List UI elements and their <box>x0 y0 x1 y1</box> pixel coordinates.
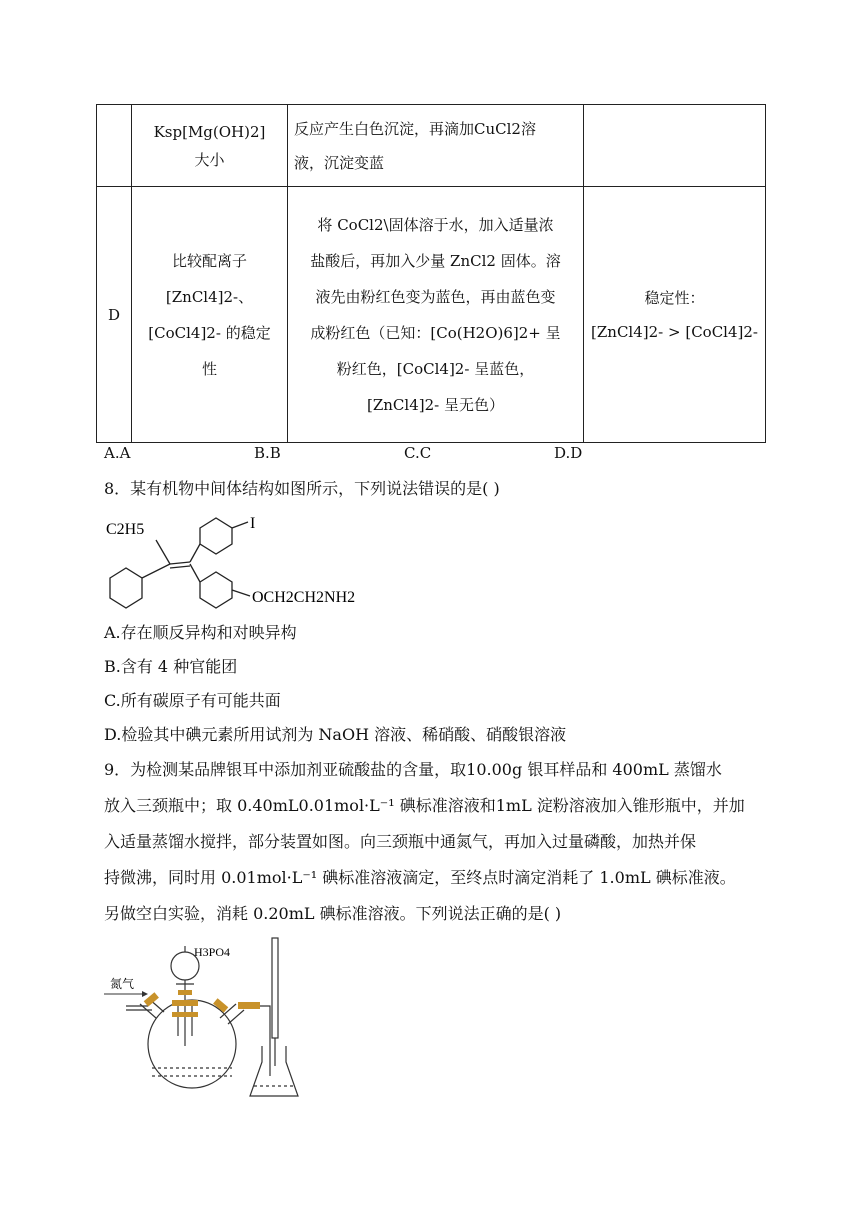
ksp-expression: Ksp[Mg(OH)2] <box>153 122 266 141</box>
table-cell-conclusion <box>584 187 766 443</box>
q9-line: 9．为检测某品牌银耳中添加剂亚硫酸盐的含量，取10.00g 银耳样品和 400mL 蒸馏水 <box>104 760 722 779</box>
table-cell-operation <box>288 187 584 443</box>
operation-line: 反应产生白色沉淀，再滴加CuCl2溶 <box>294 119 536 138</box>
q8-option-c[interactable]: C.所有碳原子有可能共面 <box>104 691 281 710</box>
table-cell-operation <box>288 105 584 187</box>
target-line: 比较配离子 <box>171 251 247 270</box>
operation-line: 将 CoCl2\固体溶于水，加入适量浓 <box>317 215 554 234</box>
operation-line: 液先由粉红色变为蓝色，再由蓝色变 <box>315 287 556 306</box>
titration-apparatus <box>100 936 310 1102</box>
target-line: [CoCl4]2- 的稳定 <box>148 323 271 342</box>
option-c[interactable]: C.C <box>404 444 432 462</box>
operation-line: 粉红色，[CoCl4]2- 呈蓝色， <box>336 359 535 378</box>
option-a[interactable]: A.A <box>104 444 131 462</box>
table-cell-target <box>132 187 288 443</box>
q8-option-a[interactable]: A.存在顺反异构和对映异构 <box>104 623 297 642</box>
q9-line: 持微沸，同时用 0.01mol·L⁻¹ 碘标准溶液滴定，至终点时滴定消耗了 1.0mL 碘标准液。 <box>104 868 736 887</box>
option-d[interactable]: D.D <box>554 444 583 462</box>
operation-line: [ZnCl4]2- 呈无色） <box>367 395 504 414</box>
target-suffix: 大小 <box>194 150 225 169</box>
q9-line: 放入三颈瓶中；取 0.40mL0.01mol·L⁻¹ 碘标准溶液和1mL 淀粉溶液加入锥形瓶中，并加 <box>104 796 745 815</box>
row-label-d: D <box>97 187 132 443</box>
gas-label: 氮气 <box>110 977 135 991</box>
operation-line: 液，沉淀变蓝 <box>294 153 385 172</box>
ethyl-label: C2H5 <box>106 521 145 538</box>
conclusion-line: [ZnCl4]2- > [CoCl4]2- <box>591 322 758 341</box>
q9-line: 入适量蒸馏水搅拌，部分装置如图。向三颈瓶中通氮气，再加入过量磷酸，加热并保 <box>104 832 697 851</box>
experiment-table <box>96 104 766 443</box>
option-b[interactable]: B.B <box>254 444 281 462</box>
table-row <box>97 105 766 187</box>
table-row <box>97 187 766 443</box>
target-line: 性 <box>201 359 217 378</box>
q9-line: 另做空白实验，消耗 0.20mL 碘标准溶液。下列说法正确的是( ) <box>104 904 562 923</box>
target-line: [ZnCl4]2-、 <box>165 287 254 306</box>
ether-group-label: OCH2CH2NH2 <box>252 589 356 606</box>
q8-option-b[interactable]: B.含有 4 种官能团 <box>104 657 238 676</box>
q9-stem <box>104 752 764 932</box>
table-cell-target <box>132 105 288 187</box>
molecule-structure <box>100 506 380 612</box>
q8-stem: 8．某有机物中间体结构如图所示，下列说法错误的是( ) <box>104 479 500 498</box>
conclusion-line: 稳定性： <box>644 288 705 307</box>
table-cell-label <box>97 105 132 187</box>
operation-line: 盐酸后，再加入少量 ZnCl2 固体。溶 <box>310 251 561 270</box>
q8-option-d[interactable]: D.检验其中碘元素所用试剂为 NaOH 溶液、稀硝酸、硝酸银溶液 <box>104 725 567 744</box>
operation-line: 成粉红色（已知：[Co(H2O)6]2+ 呈 <box>310 323 561 342</box>
iodo-label: I <box>250 515 256 532</box>
table-cell-conclusion <box>584 105 766 187</box>
acid-label: H3PO4 <box>194 945 231 959</box>
